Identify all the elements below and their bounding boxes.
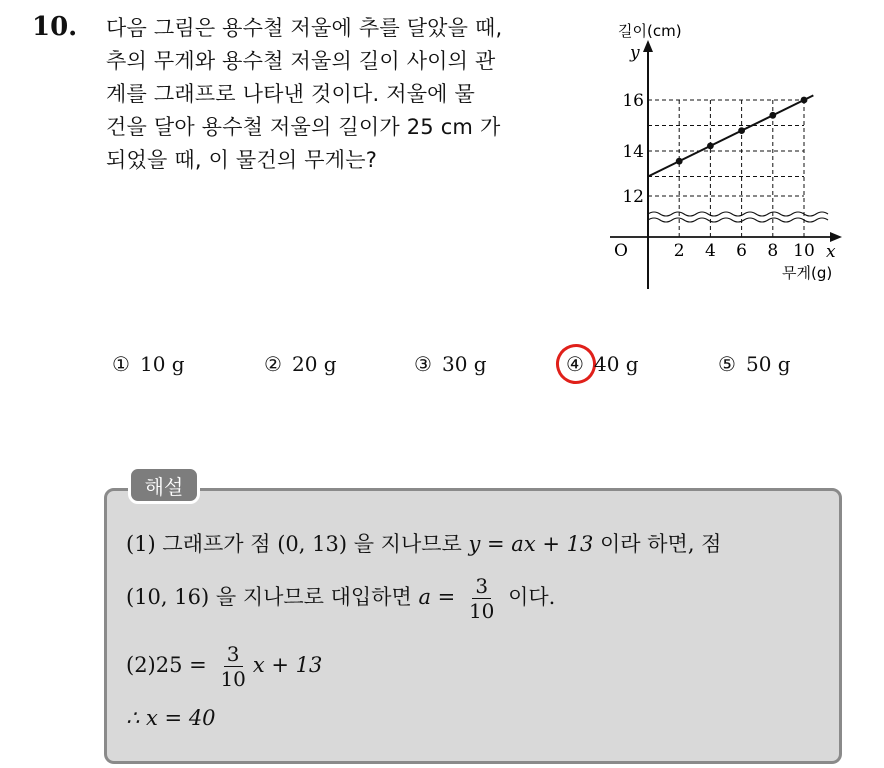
fraction-numerator: 3 [224, 642, 243, 667]
x-var-label: x [826, 242, 836, 262]
choice-1[interactable] [112, 352, 185, 376]
solution-line-4 [126, 706, 216, 730]
x-tick-label: 2 [673, 241, 685, 261]
y-tick-label: 16 [622, 91, 644, 111]
y-var-label: y [630, 43, 640, 63]
choice-text: 10 g [140, 352, 185, 376]
y-axis-title: 길이(cm) [618, 22, 682, 40]
x-tick-label: 4 [704, 241, 716, 261]
fraction-denominator: 10 [220, 667, 246, 691]
fraction [466, 574, 497, 623]
x-axis-arrow [830, 232, 842, 242]
spring-scale-graph [600, 14, 860, 294]
question-text [106, 12, 586, 177]
choice-4[interactable] [566, 352, 639, 376]
choice-2[interactable] [264, 352, 337, 376]
solution-text: 이라 하면, 점 [593, 532, 722, 556]
solution-text: (1) 그래프가 점 (0, 13) 을 지나므로 [126, 532, 469, 556]
x-tick-label: 8 [767, 241, 779, 261]
solution-equation: y = ax + 13 [468, 532, 594, 556]
fraction-numerator: 3 [472, 574, 491, 599]
x-tick-label: 10 [793, 241, 815, 261]
origin-label: O [614, 241, 628, 261]
x-tick-label: 6 [736, 241, 748, 261]
choice-mark: ⑤ [718, 352, 736, 376]
data-series [648, 95, 813, 176]
solution-text: (10, 16) 을 지나므로 대입하면 [126, 585, 419, 609]
question-line: 다음 그림은 용수철 저울에 추를 달았을 때, [106, 16, 503, 40]
question-line: 계를 그래프로 나타낸 것이다. 저울에 물 [106, 82, 476, 106]
data-point [801, 97, 808, 104]
fraction-denominator: 10 [468, 599, 495, 623]
data-point [769, 112, 776, 119]
question-number: 10. [32, 12, 78, 42]
answer-choices [0, 352, 884, 386]
fraction [217, 642, 248, 691]
choice-text: 30 g [442, 352, 487, 376]
data-point [738, 127, 745, 134]
choice-text: 40 g [594, 352, 639, 376]
solution-text: 이다. [501, 585, 556, 609]
solution-equation: x + 13 [252, 653, 323, 677]
solution-text: (2)25 = [126, 653, 207, 677]
solution-conclusion: ∴ x = 40 [126, 706, 216, 730]
data-point [676, 158, 683, 165]
data-point [707, 143, 714, 150]
solution-equation: a = [418, 585, 456, 609]
dashed-grid [648, 100, 804, 237]
question-line: 되었을 때, 이 물건의 무게는? [106, 148, 378, 172]
y-axis-arrow [643, 40, 653, 52]
choice-5[interactable] [718, 352, 791, 376]
x-axis-title: 무게(g) [782, 264, 833, 282]
choice-mark: ① [112, 352, 130, 376]
solution-label: 해설 [128, 466, 200, 504]
y-tick-label: 12 [622, 187, 644, 207]
solution-line-1 [126, 528, 721, 558]
solution-line-2 [126, 574, 555, 623]
choice-mark: ④ [566, 352, 584, 376]
question-line: 건을 달아 용수철 저울의 길이가 25 cm 가 [106, 115, 501, 139]
choice-mark: ③ [414, 352, 432, 376]
choice-text: 50 g [746, 352, 791, 376]
axis-break-wave [648, 212, 828, 222]
series-line [648, 95, 813, 176]
choice-mark: ② [264, 352, 282, 376]
choice-3[interactable] [414, 352, 487, 376]
y-tick-label: 14 [622, 142, 644, 162]
choice-text: 20 g [292, 352, 337, 376]
question-line: 추의 무게와 용수철 저울의 길이 사이의 관 [106, 49, 496, 73]
solution-line-3 [126, 642, 322, 691]
